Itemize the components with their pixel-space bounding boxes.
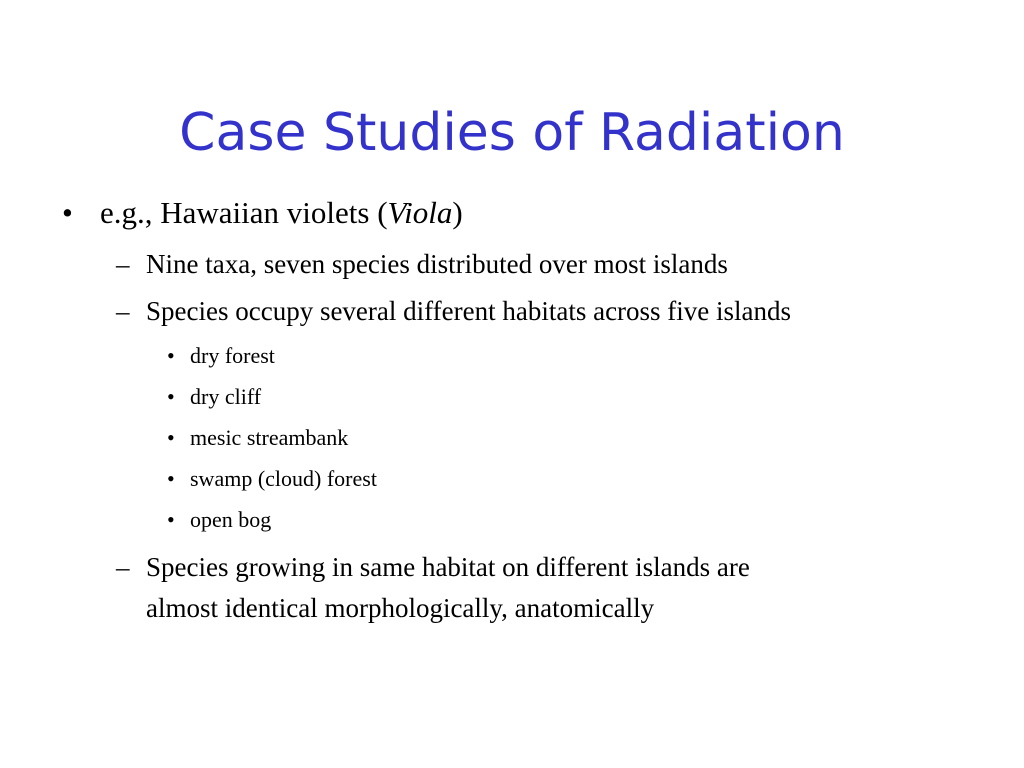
bullet-hawaiian-violets xyxy=(100,195,463,231)
dash-marker: – xyxy=(116,249,130,279)
small-bullet-marker: • xyxy=(167,343,175,368)
habitat-item: dry forest xyxy=(190,343,275,368)
dash-marker: – xyxy=(116,552,130,582)
small-bullet-marker: • xyxy=(167,425,175,450)
sub-bullet-nine-taxa: Nine taxa, seven species distributed over most islands xyxy=(146,249,728,279)
small-bullet-marker: • xyxy=(167,507,175,532)
genus-name: Viola xyxy=(387,195,453,230)
dash-marker: – xyxy=(116,296,130,326)
sub-bullet-habitats: Species occupy several different habitats across five islands xyxy=(146,296,792,326)
sub-bullet-same-habitat-line2: almost identical morphologically, anatomically xyxy=(146,593,655,623)
sub-bullet-same-habitat-line1: Species growing in same habitat on different islands are xyxy=(146,552,750,582)
habitat-item: mesic streambank xyxy=(190,425,349,450)
small-bullet-marker: • xyxy=(167,384,175,409)
habitat-item: open bog xyxy=(190,507,272,532)
slide-title: Case Studies of Radiation xyxy=(179,103,845,163)
bullet-marker: • xyxy=(62,195,73,230)
small-bullet-marker: • xyxy=(167,466,175,491)
bullet-text: e.g., Hawaiian violets ( xyxy=(100,195,388,230)
bullet-text-end: ) xyxy=(452,195,463,230)
habitat-item: swamp (cloud) forest xyxy=(190,466,377,491)
habitat-item: dry cliff xyxy=(190,384,262,409)
